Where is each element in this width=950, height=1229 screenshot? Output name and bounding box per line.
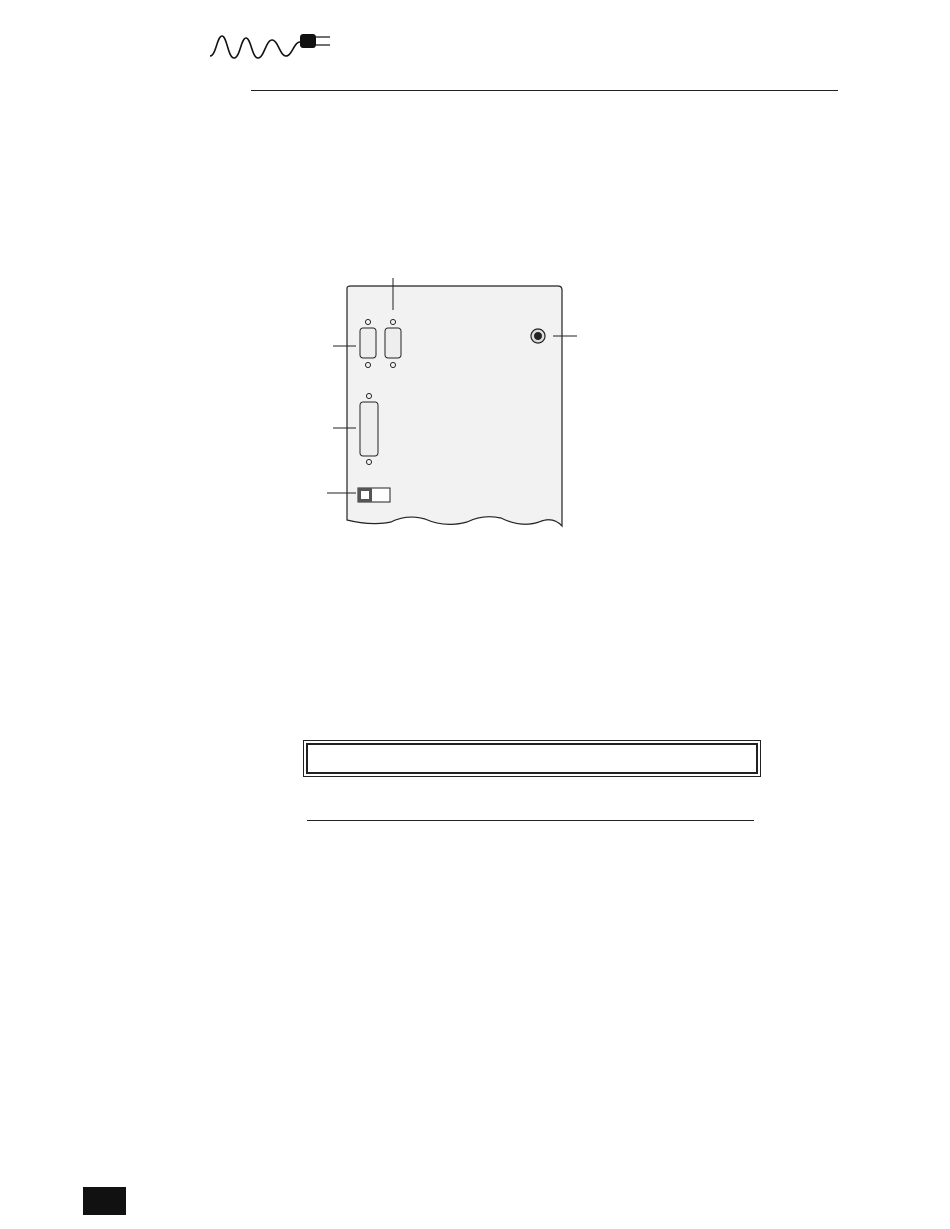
- db25-port: [360, 394, 378, 465]
- page-number: [83, 1187, 126, 1215]
- round-connector: [531, 329, 545, 343]
- ups-rear-panel-drawing: [325, 278, 585, 533]
- ups-rear-panel-figure: [325, 278, 585, 538]
- warning-title: [306, 743, 758, 774]
- repo-port: [358, 488, 390, 502]
- page-title: [251, 88, 838, 91]
- warning-box: [303, 740, 761, 777]
- brand-logo: [80, 30, 335, 75]
- warning-divider: [307, 820, 754, 821]
- power-cord-icon: [208, 30, 333, 65]
